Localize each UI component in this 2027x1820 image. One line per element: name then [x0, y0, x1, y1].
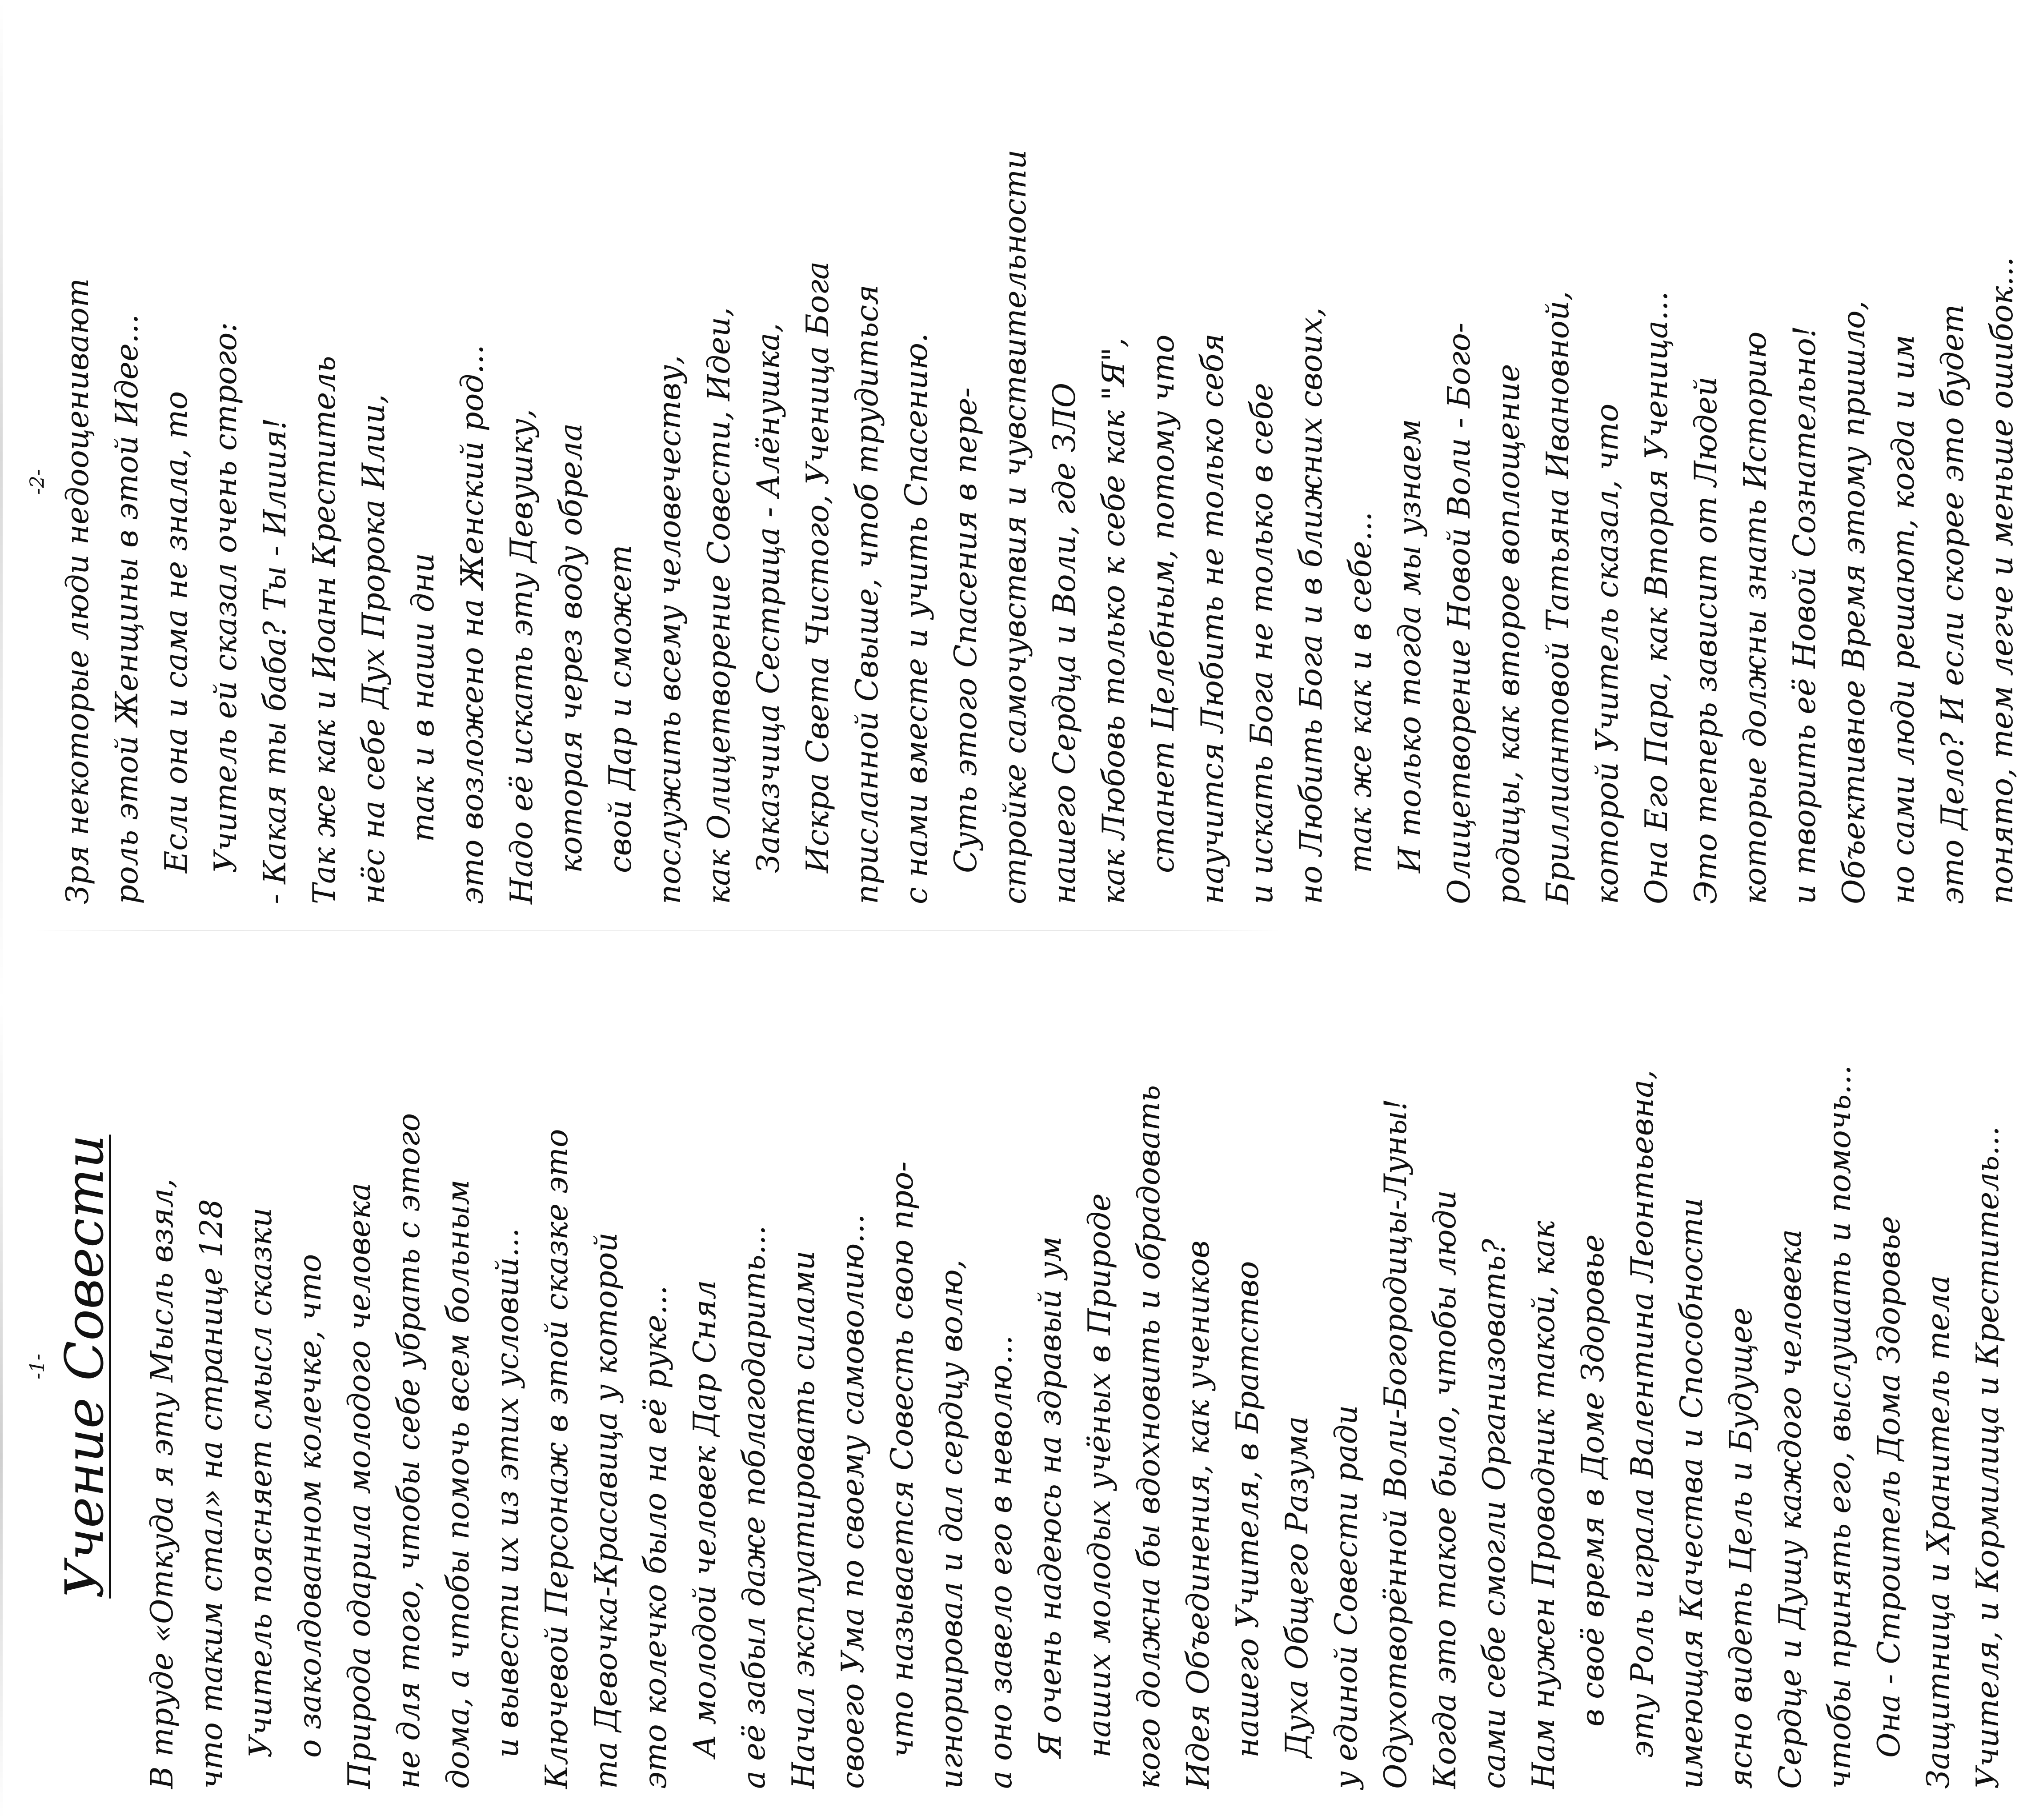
- handwritten-line: это возложено на Женский род...: [455, 345, 490, 904]
- handwritten-line: станет Целебным, потому что: [1146, 334, 1181, 873]
- handwritten-line: Идея Объединения, как учеников: [1181, 1240, 1216, 1789]
- handwritten-line: эту Роль играла Валентина Леонтьевна,: [1625, 1070, 1660, 1758]
- handwritten-line: И только тогда мы узнаем: [1392, 419, 1428, 873]
- handwritten-line: а её забыл даже поблагодарить...: [737, 1225, 772, 1789]
- handwritten-line: наших молодых учёных в Природе: [1082, 1193, 1118, 1758]
- handwritten-line: послужить всему человечеству,: [652, 355, 688, 904]
- handwritten-line: так же как и в себе...: [1343, 511, 1378, 873]
- handwritten-line: А молодой человек Дар Снял: [687, 1280, 723, 1758]
- handwritten-line: которые должны знать Историю: [1738, 331, 1773, 904]
- handwritten-line: Олицетворение Новой Воли - Бого-: [1442, 322, 1477, 904]
- handwritten-line: Заказчица Сестрица - Алёнушка,: [751, 323, 786, 873]
- handwritten-line: Сердце и Душу каждого человека: [1773, 1229, 1808, 1789]
- handwritten-line: игнорировал и дал сердцу волю,: [934, 1259, 969, 1789]
- handwritten-line: В труде «Откуда я эту Мысль взял,: [144, 1179, 180, 1789]
- handwritten-line: своего Ума по своему самоволию...: [835, 1214, 871, 1789]
- handwritten-line: Природа одарила молодого человека: [342, 1183, 377, 1789]
- handwritten-line: не для того, чтобы себе убрать с этого: [391, 1113, 427, 1789]
- handwritten-line: но сами люди решают, когда и им: [1886, 334, 1921, 904]
- handwritten-line: Бриллиантовой Татьяна Ивановной,: [1540, 291, 1576, 904]
- handwritten-line: это Дело? И если скорее это будет: [1935, 304, 1971, 904]
- handwritten-line: нёс на себе Дух Пророка Илии,: [356, 394, 392, 904]
- page-left: [26, 944, 2006, 1789]
- document-title: Учение Совести: [54, 1134, 115, 1599]
- handwritten-line: - Какая ты баба? Ты - Илиия!: [257, 417, 293, 904]
- handwritten-line: что таким стал» на странице 128: [194, 1199, 229, 1789]
- handwritten-line: но Любить Бога и в ближних своих,: [1294, 307, 1329, 904]
- handwritten-line: Учитель поясняет смысл сказки: [243, 1207, 279, 1758]
- handwritten-line: роль этой Женщины в этой Идее...: [109, 314, 145, 904]
- handwritten-line: стройке самочувствия и чувствительности: [997, 149, 1033, 904]
- handwritten-line: нашего Сердца и Воли, где ЗЛО: [1047, 382, 1082, 904]
- handwritten-line: в своё время в Доме Здоровье: [1575, 1234, 1611, 1727]
- handwritten-line: что называется Совесть свою про-: [885, 1161, 920, 1758]
- page-number-right: -2-: [26, 469, 49, 495]
- handwritten-line: свой Дар и сможет: [603, 545, 638, 873]
- handwritten-line: ясно видеть Цель и Будущее: [1723, 1307, 1759, 1789]
- handwritten-line: Это теперь зависит от Людей: [1688, 377, 1724, 904]
- handwritten-line: и вывести их из этих условий...: [490, 1228, 525, 1758]
- handwritten-line: присланной Свыше, чтоб трудиться: [849, 285, 885, 904]
- handwritten-line: Она - Строитель Дома Здоровье: [1871, 1216, 1907, 1758]
- handwritten-line: а оно завело его в неволю...: [983, 1335, 1019, 1789]
- handwritten-line: Я очень надеюсь на здравый ум: [1033, 1236, 1068, 1758]
- text-lines-left: [138, 944, 2013, 1789]
- handwritten-line: и искать Бога не только в себе: [1244, 383, 1280, 904]
- handwritten-line: как Олицетворение Совести, Идеи,: [701, 307, 737, 904]
- handwritten-line: Зря некоторые люди недооценивают: [60, 278, 96, 904]
- handwritten-line: нашего Учителя, в Братство: [1230, 1261, 1266, 1758]
- handwritten-line: сами себе смогли Организовать?: [1477, 1239, 1512, 1789]
- handwritten-line: чтобы принять его, выслушать и помочь...: [1822, 1065, 1858, 1789]
- handwritten-line: Если она и сама не знала, то: [159, 391, 194, 873]
- handwritten-line: Учителя, и Кормилица и Креститель...: [1970, 1126, 2006, 1789]
- handwritten-line: которой Учитель сказал, что: [1590, 403, 1625, 904]
- handwritten-line: кого должна бы вдохновить и обрадовать: [1131, 1085, 1167, 1789]
- scan-top-edge: [0, 0, 3, 1820]
- page-right: [26, 60, 2020, 904]
- handwritten-line: как Любовь только к себе как "Я",: [1096, 337, 1132, 904]
- handwritten-line: Начал эксплуатировать силами: [786, 1251, 821, 1789]
- handwritten-line: о заколдованном колечке, что: [292, 1254, 328, 1758]
- handwritten-line: Надо её искать эту Девушку,: [504, 409, 540, 904]
- handwritten-line: это колечко было на её руке...: [638, 1285, 673, 1789]
- handwritten-line: Искра Света Чистого, Ученица Бога: [800, 261, 836, 873]
- handwritten-line: так и в наши дни: [405, 553, 441, 842]
- handwritten-line: которая через воду обрела: [553, 423, 589, 873]
- handwritten-line: понято, тем легче и меньше ошибок...: [1984, 257, 2020, 904]
- handwritten-line: Ключевой Персонаж в этой сказке это: [539, 1129, 575, 1789]
- handwritten-line: дома, а чтобы помочь всем больным: [441, 1179, 476, 1789]
- handwritten-line: родицы, как второе воплощение: [1491, 364, 1526, 904]
- handwritten-line: Так же как и Иоанн Креститель: [307, 356, 342, 904]
- text-lines-right: [53, 60, 2027, 904]
- handwritten-line: Защитница и Хранитель тела: [1921, 1275, 1956, 1789]
- handwritten-line: научится Любить не только себя: [1195, 333, 1230, 904]
- handwritten-line: имеющая Качества и Способности: [1674, 1198, 1710, 1789]
- handwritten-line: и творить её Новой Сознательно!: [1787, 325, 1823, 904]
- handwritten-line: Духа Общего Разума: [1279, 1416, 1315, 1758]
- handwritten-line: Она Его Пара, как Вторая Ученица...: [1639, 291, 1674, 904]
- handwritten-line: та Девочка-Красавица у которой: [589, 1232, 624, 1789]
- handwritten-line: Суть этого Спасения в пере-: [948, 387, 984, 873]
- handwritten-line: у единой Совести ради: [1329, 1405, 1364, 1789]
- handwritten-line: Учитель ей сказал очень строго:: [208, 322, 244, 873]
- page-number-left: -1-: [26, 1354, 49, 1379]
- handwritten-line: Одухотворённой Воли-Богородицы-Луны!: [1378, 1098, 1414, 1789]
- handwritten-line: с нами вместе и учить Спасению.: [899, 333, 934, 904]
- page-fold-line: [36, 930, 1280, 931]
- handwritten-line: Объективное Время этому пришло,: [1836, 301, 1872, 904]
- handwritten-line: Когда это такое было, чтобы люди: [1427, 1190, 1463, 1789]
- handwritten-line: Нам нужен Проводник такой, как: [1526, 1220, 1562, 1789]
